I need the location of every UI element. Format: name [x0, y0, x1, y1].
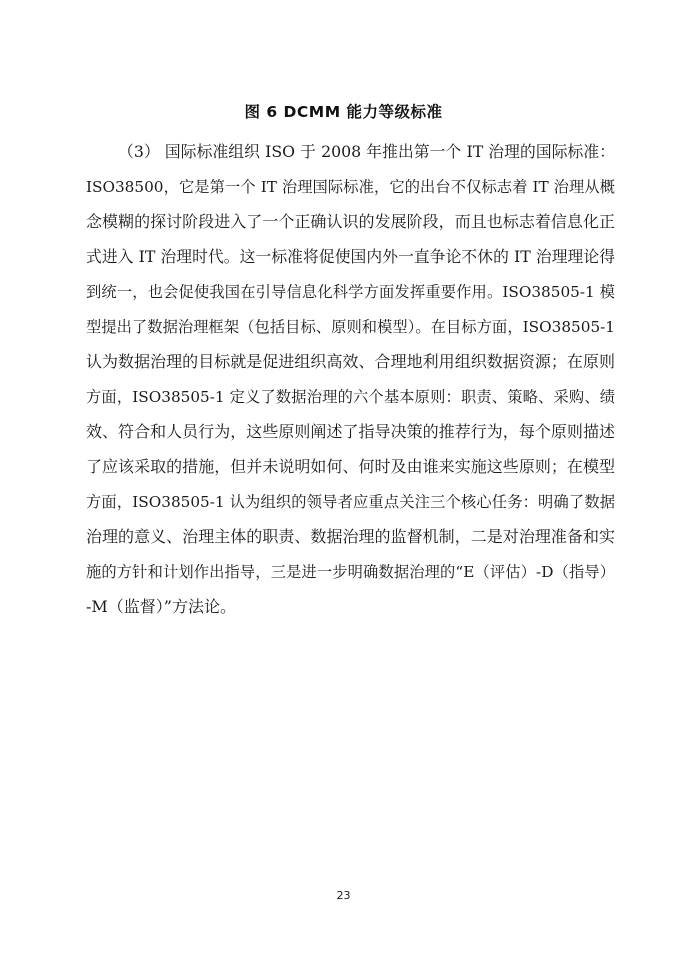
paragraph-line: ISO38500，它是第一个 IT 治理国际标准，它的出台不仅标志着 IT 治理从概: [86, 178, 615, 196]
paragraph-line: （3） 国际标准组织 ISO 于 2008 年推出第一个 IT 治理的国际标准：: [118, 142, 615, 161]
page-number: 23: [336, 889, 351, 902]
paragraph-line: 式进入 IT 治理时代。这一标准将促使国内外一直争论不休的 IT 治理理论得: [86, 247, 615, 266]
paragraph-line: 方面，ISO38505-1 认为组织的领导者应重点关注三个核心任务：明确了数据: [86, 493, 615, 511]
paragraph-line: 念模糊的探讨阶段进入了一个正确认识的发展阶段，而且也标志着信息化正: [86, 212, 615, 231]
paragraph-line: -M（监督）”方法论。: [86, 597, 236, 616]
paragraph-line: 效、符合和人员行为，这些原则阐述了指导决策的推荐行为，每个原则描述: [86, 422, 615, 441]
paragraph-line: 方面，ISO38505-1 定义了数据治理的六个基本原则：职责、策略、采购、绩: [86, 388, 615, 406]
paragraph-line: 治理的意义、治理主体的职责、数据治理的监督机制，二是对治理准备和实: [86, 527, 615, 546]
paragraph-line: 施的方针和计划作出指导，三是进一步明确数据治理的“E（评估）-D（指导）: [86, 563, 615, 581]
paragraph-line: 认为数据治理的目标就是促进组织高效、合理地利用组织数据资源；在原则: [86, 352, 615, 371]
paragraph-line: 到统一，也会促使我国在引导信息化科学方面发挥重要作用。ISO38505-1 模: [86, 283, 615, 301]
paragraph-line: 型提出了数据治理框架（包括目标、原则和模型）。在目标方面，ISO38505-1: [86, 318, 615, 336]
paragraph-line: 了应该采取的措施，但并未说明如何、何时及由谁来实施这些原则；在模型: [86, 457, 615, 476]
figure-caption: 图 6 DCMM 能力等级标准: [244, 103, 443, 121]
